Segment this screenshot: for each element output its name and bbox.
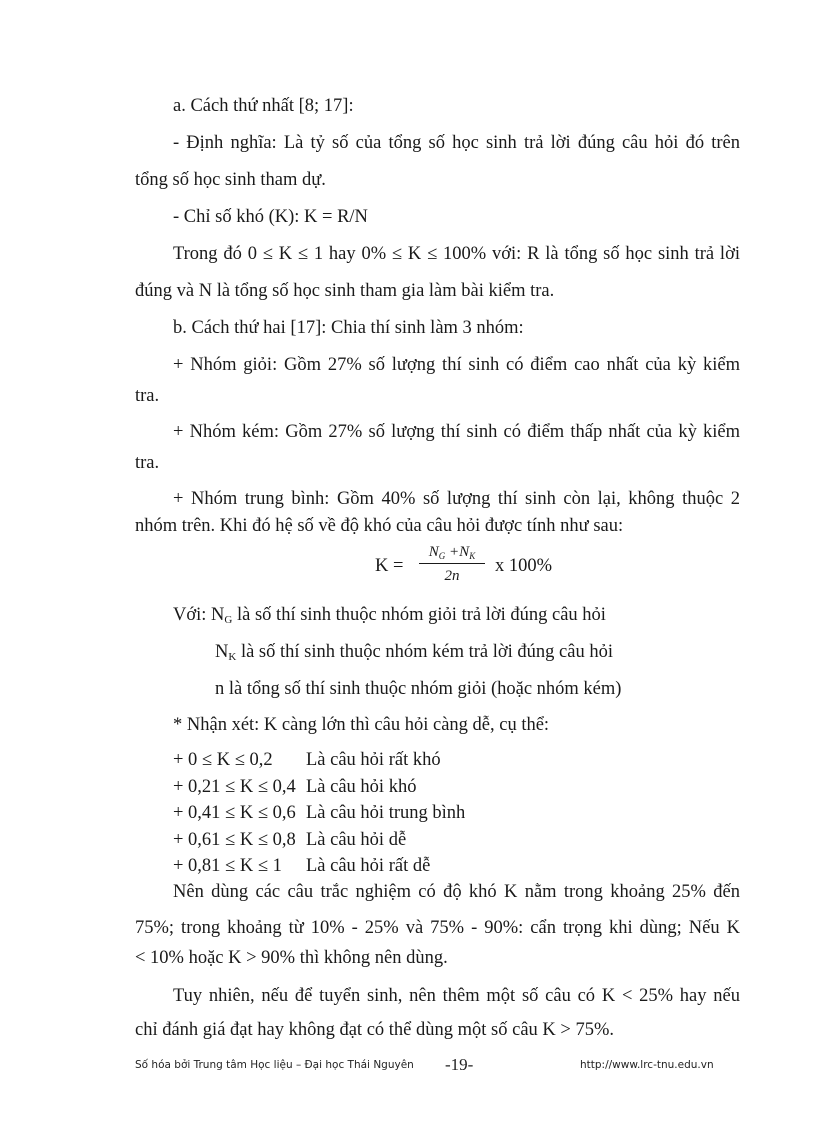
- footer-page-number: -19-: [445, 1055, 474, 1074]
- advice-line-4: Tuy nhiên, nếu để tuyển sinh, nên thêm một số câu có K < 25% hay nếu: [173, 986, 740, 1006]
- weak-group-line-2: tra.: [135, 453, 160, 473]
- advice-line-5: chỉ đánh giá đạt hay không đạt có thể dùng một số câu K > 75%.: [135, 1020, 614, 1040]
- variable-ng-line: Với: $N_G$ là số thí sinh thuộc nhóm giỏi trả lời đúng câu hỏi: [173, 605, 606, 626]
- advice-line-1: Nên dùng các câu trắc nghiệm có độ khó K nằm trong khoảng 25% đến: [173, 882, 740, 902]
- difficulty-index-line: - Chỉ số khó (K): K = R/N: [173, 207, 368, 227]
- average-group-line-2: nhóm trên. Khi đó hệ số về độ khó của câu hỏi được tính như sau:: [135, 516, 624, 536]
- section-b-heading: b. Cách thứ hai [17]: Chia thí sinh làm 3 nhóm:: [173, 318, 524, 338]
- footer-source: Số hóa bởi Trung tâm Học liệu – Đại học Thái Nguyên: [135, 1059, 414, 1071]
- k-range-row: + 0,41 ≤ K ≤ 0,6 Là câu hỏi trung bình: [173, 803, 466, 823]
- formula-fraction: [417, 542, 487, 586]
- footer-url[interactable]: http://www.lrc-tnu.edu.vn: [580, 1059, 714, 1071]
- definition-line-2: tổng số học sinh tham dự.: [135, 170, 326, 190]
- weak-group-line-1: + Nhóm kém: Gồm 27% số lượng thí sinh có điểm thấp nhất của kỳ kiểm: [173, 422, 740, 442]
- variable-nk-line: $N_K$ là số thí sinh thuộc nhóm kém trả lời đúng câu hỏi: [215, 642, 613, 663]
- advice-line-2: 75%; trong khoảng từ 10% - 25% và 75% - 90%: cẩn trọng khi dùng; Nếu K: [135, 918, 740, 938]
- fraction-bar: [419, 563, 485, 564]
- section-a-heading: a. Cách thứ nhất [8; 17]:: [173, 96, 354, 116]
- variable-n-line: n là tổng số thí sinh thuộc nhóm giỏi (hoặc nhóm kém): [215, 679, 622, 699]
- good-group-line-2: tra.: [135, 386, 160, 406]
- definition-line-1: - Định nghĩa: Là tỷ số của tổng số học sinh trả lời đúng câu hỏi đó trên: [173, 133, 740, 153]
- formula-rhs: x 100%: [495, 556, 553, 576]
- where-line-1: Trong đó 0 ≤ K ≤ 1 hay 0% ≤ K ≤ 100% với: R là tổng số học sinh trả lời: [173, 244, 740, 264]
- formula-numerator: $N_G +N_K$: [428, 544, 476, 561]
- advice-line-3: < 10% hoặc K > 90% thì không nên dùng.: [135, 948, 448, 968]
- where-line-2: đúng và N là tổng số học sinh tham gia làm bài kiểm tra.: [135, 281, 555, 301]
- k-range-row: + 0,61 ≤ K ≤ 0,8 Là câu hỏi dễ: [173, 830, 407, 850]
- remark-line: * Nhận xét: K càng lớn thì câu hỏi càng dễ, cụ thể:: [173, 715, 550, 735]
- good-group-line-1: + Nhóm giỏi: Gồm 27% số lượng thí sinh có điểm cao nhất của kỳ kiểm: [173, 355, 740, 375]
- average-group-line-1: + Nhóm trung bình: Gồm 40% số lượng thí sinh còn lại, không thuộc 2: [173, 489, 740, 509]
- formula-lhs: K =: [375, 556, 404, 576]
- k-range-row: + 0 ≤ K ≤ 0,2 Là câu hỏi rất khó: [173, 750, 441, 770]
- formula-denominator: 2n: [444, 568, 460, 584]
- k-range-row: + 0,81 ≤ K ≤ 1 Là câu hỏi rất dễ: [173, 856, 431, 876]
- k-range-row: + 0,21 ≤ K ≤ 0,4 Là câu hỏi khó: [173, 777, 417, 797]
